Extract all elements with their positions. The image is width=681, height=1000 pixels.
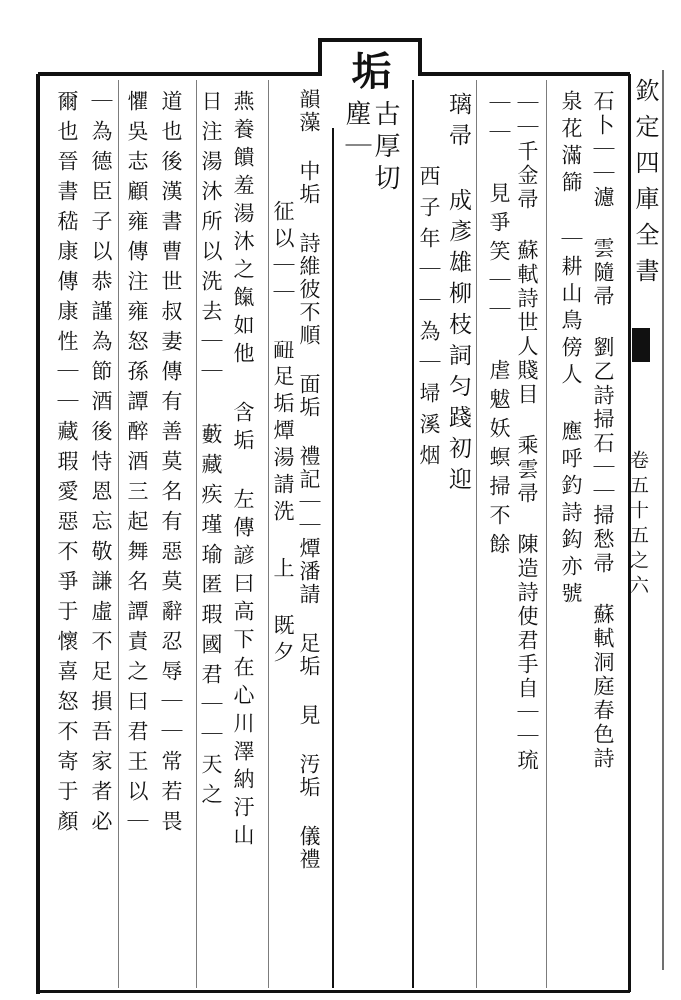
edge-volume-number: 卷五十五之六: [627, 450, 649, 600]
column-rule-2: [476, 80, 477, 988]
text-column-11: 道也後漢書曹世叔妻傳有善莫名有惡莫辭忍辱｜｜常若畏: [159, 90, 183, 840]
edge-fish-tail: [632, 328, 650, 362]
text-column-6: 西子年｜｜為｜埽溪烟: [417, 165, 441, 475]
text-column-13: ｜為德臣子以恭謹為節酒後恃恩忘敬謙虛不足損吾家者必: [89, 90, 113, 840]
bottom-border: [36, 990, 630, 993]
top-border-right: [420, 72, 630, 76]
tab-right-wall: [418, 40, 422, 76]
top-border-left: [38, 72, 320, 76]
text-column-10: 日注湯沐所以洗去｜｜ 藪藏疾瑾瑜匿瑕國君｜｜天之: [199, 90, 223, 813]
column-rule-3: [412, 80, 414, 988]
text-column-9: 燕養饋羞湯沐之餼如他 含垢 左傳諺曰高下在心川澤納汙山: [231, 90, 255, 852]
tab-top-border: [318, 38, 422, 42]
header-character: 垢: [345, 50, 392, 92]
column-rule-1: [546, 80, 547, 988]
column-rule-4: [332, 128, 334, 988]
column-rule-7: [118, 80, 119, 988]
tab-left-wall: [318, 40, 322, 76]
text-column-8: 征以｜｜ 𩈇足垢燂湯請洗 上 既夕: [271, 200, 295, 668]
text-column-4: ｜｜ 見爭笑｜｜ 虐魃妖螟掃不餘: [487, 92, 511, 562]
header-reading: 古厚切: [370, 100, 400, 196]
column-rule-6: [196, 80, 197, 988]
text-column-2: 泉花滿篩 ｜耕山鳥傍人 應呼釣詩鈎亦號: [559, 90, 583, 609]
header-note: 塵｜: [341, 100, 371, 164]
column-rule-5: [268, 80, 269, 988]
text-column-3: ｜｜千金帚 蘇軾詩世人賤目 乘雲帚 陳造詩使君手自｜｜琉: [515, 92, 539, 773]
left-border: [36, 74, 40, 994]
edge-outer-line: [662, 70, 664, 970]
text-column-12: 懼吳志顧雍傳注雍怒孫譚醉酒三起舞名譚責之曰君王以｜: [125, 90, 149, 840]
edge-book-title: 欽定四庫全書: [631, 78, 659, 294]
text-column-14: 爾也晉書嵇康傳康性｜｜藏瑕愛惡不爭于懷喜怒不寄于顏: [55, 90, 79, 840]
text-column-5: 璃帚 成彥雄柳枝詞匀踐初迎: [445, 92, 471, 498]
text-column-7: 韻藻 中垢 詩維彼不順 面垢 禮記｜｜燂潘請 足垢 見 汚垢 儀禮: [297, 88, 321, 871]
text-column-1: 石卜｜｜濾 雲隨帚 劉乙詩掃石｜｜掃愁帚 蘇軾洞庭春色詩: [591, 90, 615, 771]
